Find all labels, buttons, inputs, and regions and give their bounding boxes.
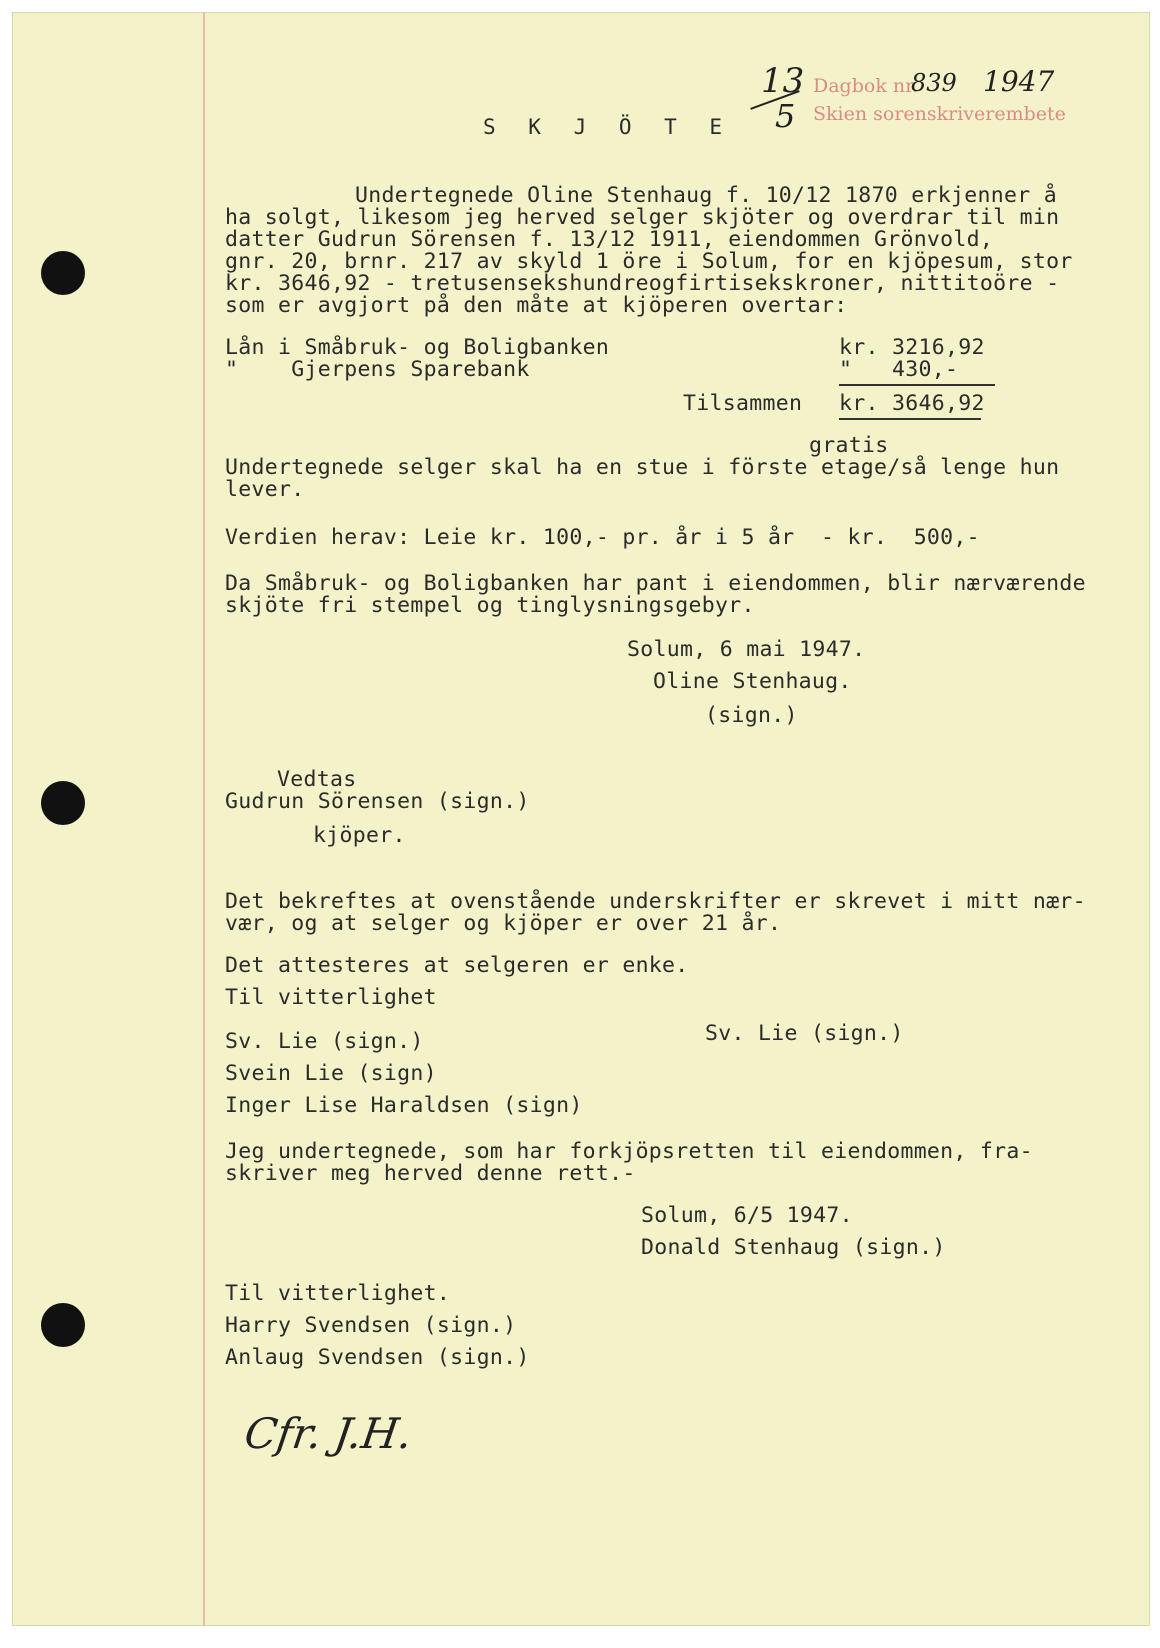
- loan-label: Lån i Småbruk- og Boligbanken: [225, 335, 610, 360]
- text-line: som er avgjort på den måte at kjöperen overtar:: [225, 293, 848, 318]
- accept-label: Vedtas: [277, 767, 357, 792]
- loan-amount: " 430,-: [839, 357, 959, 382]
- value-line: Verdien herav: Leie kr. 100,- pr. år i 5 år - kr. 500,-: [225, 525, 980, 550]
- text-line: Undertegnede selger skal ha en stue i förste etage/så lenge hun: [225, 455, 1060, 480]
- text-line: Jeg undertegnede, som har forkjöpsretten til eiendommen, fra-: [225, 1139, 1033, 1164]
- buyer-name: Gudrun Sörensen (sign.): [225, 789, 530, 814]
- text-line: Da Småbruk- og Boligbanken har pant i eiendommen, blir nærværende: [225, 571, 1086, 596]
- text-line: gnr. 20, brnr. 217 av skyld 1 öre i Solum, for en kjöpesum, stor: [225, 249, 1073, 274]
- margin-line: [203, 13, 205, 1625]
- seller-sign: (sign.): [705, 703, 798, 728]
- fraction-denominator: 5: [775, 97, 796, 135]
- document-page: [12, 12, 1150, 1626]
- witness-right: Sv. Lie (sign.): [705, 1021, 904, 1046]
- text-line: datter Gudrun Sörensen f. 13/12 1911, eiendommen Grönvold,: [225, 227, 994, 252]
- witness-line: Svein Lie (sign): [225, 1061, 437, 1086]
- text-line: lever.: [225, 477, 305, 502]
- punch-hole: [41, 251, 85, 295]
- witness-title: Til vitterlighet: [225, 985, 437, 1010]
- gratis-insert: gratis: [809, 433, 889, 458]
- punch-hole: [41, 781, 85, 825]
- text-line: Det bekreftes at ovenstående underskrifter er skrevet i mitt nær-: [225, 889, 1086, 914]
- text-line: vær, og at selger og kjöper er over 21 år.: [225, 911, 782, 936]
- subtotal-underline: [839, 384, 995, 386]
- witness-line: Sv. Lie (sign.): [225, 1029, 424, 1054]
- widow-line: Det attesteres at selgeren er enke.: [225, 953, 689, 978]
- buyer-role: kjöper.: [313, 823, 406, 848]
- text-line: skjöte fri stempel og tinglysningsgebyr.: [225, 593, 755, 618]
- document-title: S K J Ö T E: [483, 115, 733, 139]
- total-amount: kr. 3646,92: [839, 391, 985, 416]
- text-line: ha solgt, likesom jeg herved selger skjöter og overdrar til min: [225, 205, 1060, 230]
- diary-stamp-number: 839: [911, 69, 957, 97]
- diary-stamp-year: 1947: [983, 65, 1055, 98]
- fraction-numerator: 13: [761, 61, 805, 101]
- witness-title: Til vitterlighet.: [225, 1281, 451, 1306]
- seller-name: Oline Stenhaug.: [653, 669, 852, 694]
- office-stamp: Skien sorenskriverembete: [813, 103, 1066, 125]
- text-line: skriver meg herved denne rett.-: [225, 1161, 636, 1186]
- punch-hole: [41, 1303, 85, 1347]
- loan-label: " Gjerpens Sparebank: [225, 357, 530, 382]
- witness-line: Inger Lise Haraldsen (sign): [225, 1093, 583, 1118]
- text-line: kr. 3646,92 - tretusensekshundreogfirtisekskroner, nittitoöre -: [225, 271, 1060, 296]
- pre-emption-name: Donald Stenhaug (sign.): [641, 1235, 946, 1260]
- handwritten-initials: Cfr. J.H.: [241, 1409, 416, 1458]
- total-underline: [839, 418, 981, 420]
- loan-amount: kr. 3216,92: [839, 335, 985, 360]
- diary-stamp-label: Dagbok nr.: [813, 75, 919, 97]
- text-line: Undertegnede Oline Stenhaug f. 10/12 1870 erkjenner å: [355, 183, 1057, 208]
- pre-emption-date: Solum, 6/5 1947.: [641, 1203, 853, 1228]
- total-label: Tilsammen: [683, 391, 803, 416]
- seller-date: Solum, 6 mai 1947.: [627, 637, 866, 662]
- witness-line: Anlaug Svendsen (sign.): [225, 1345, 530, 1370]
- witness-line: Harry Svendsen (sign.): [225, 1313, 517, 1338]
